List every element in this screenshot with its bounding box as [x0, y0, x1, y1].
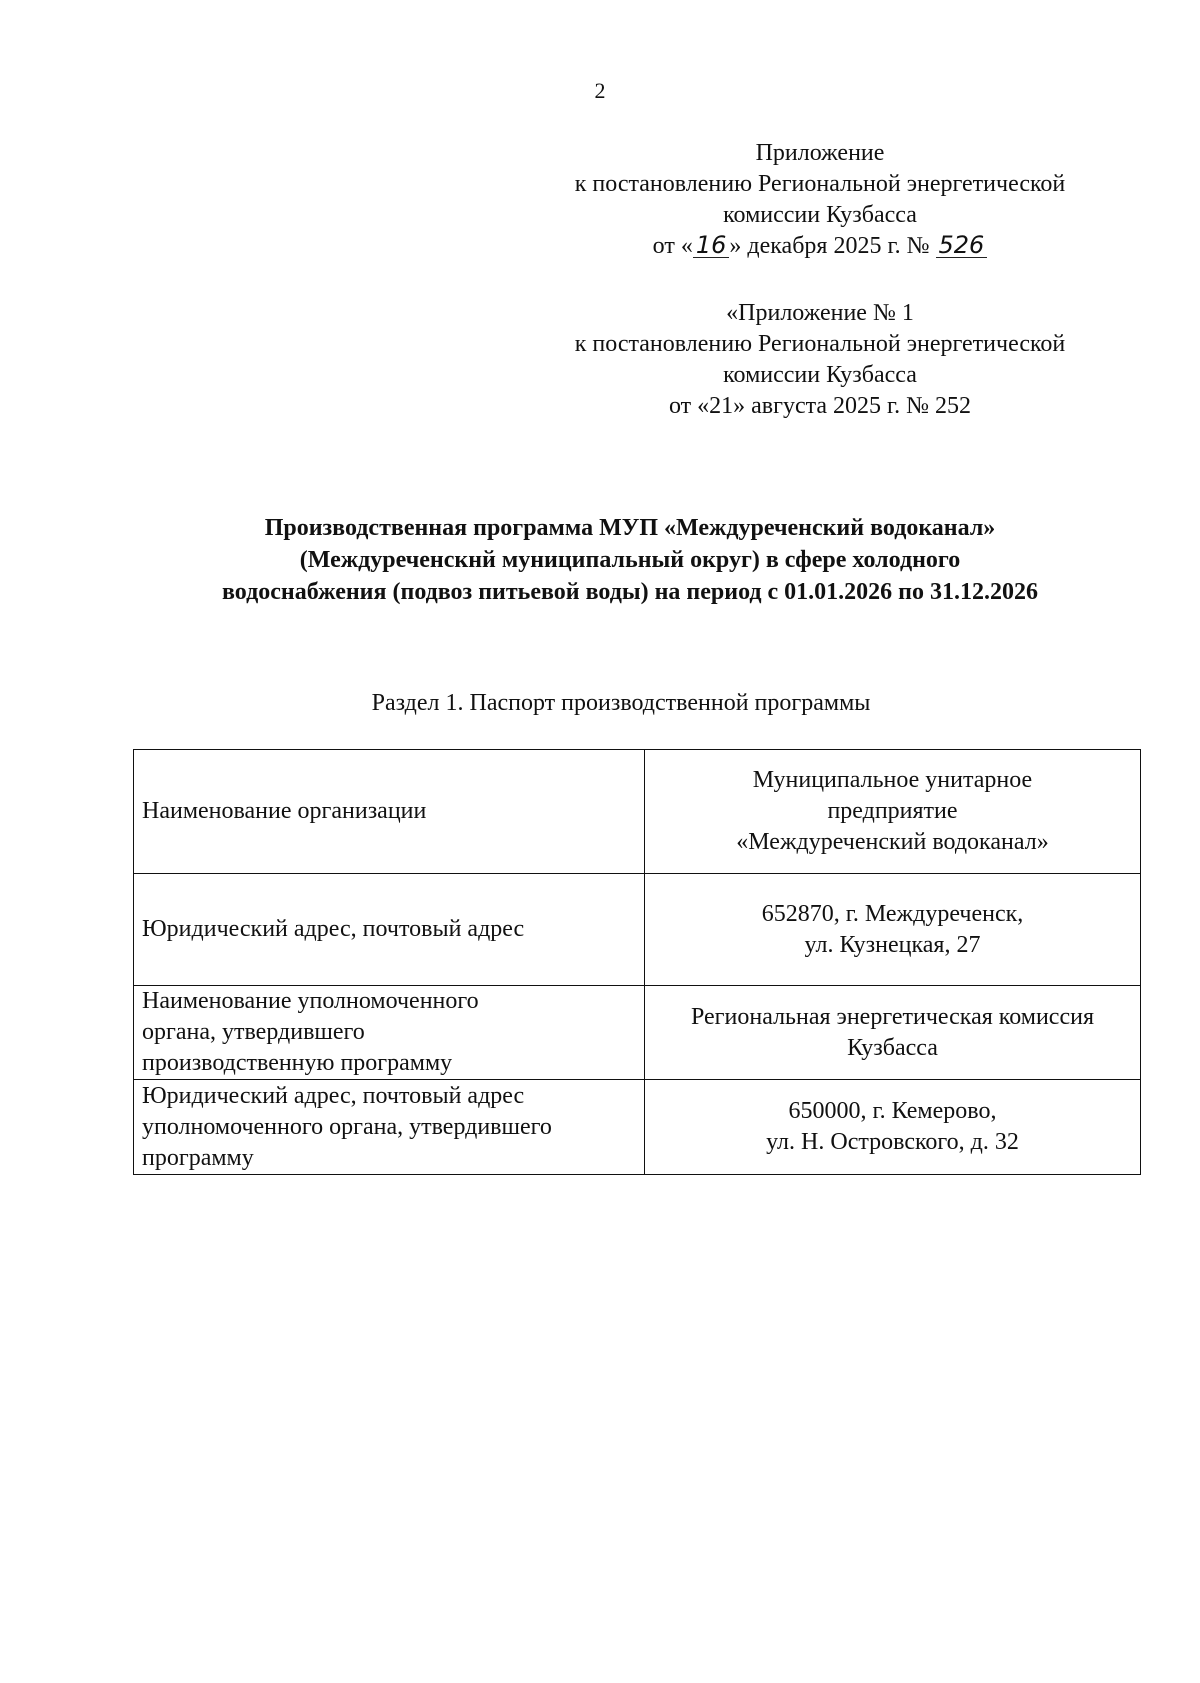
table-row [134, 874, 1141, 986]
original-appendix-title: «Приложение № 1 [726, 300, 914, 326]
appendix-date-line [520, 231, 1120, 262]
appendix-header [520, 138, 1120, 262]
value-cell [645, 874, 1141, 986]
cell-line: Кузбасса [847, 1034, 938, 1061]
cell-line: ул. Н. Островского, д. 32 [766, 1129, 1019, 1155]
cell-line: 652870, г. Междуреченск, [761, 900, 1024, 927]
table-row [134, 750, 1141, 874]
value-cell [645, 750, 1141, 874]
original-appendix-header [520, 298, 1120, 422]
handwritten-day: 16 [693, 233, 730, 258]
label-cell [134, 750, 645, 874]
cell-line: уполномоченного органа, утвердившего [142, 1113, 552, 1140]
cell-line: Муниципальное унитарное [752, 767, 1033, 793]
appendix-commission-line: комиссии Кузбасса [723, 202, 917, 228]
date-middle: » декабря 2025 г. № [729, 233, 930, 259]
cell-line: предприятие [827, 798, 958, 824]
label-cell [134, 874, 645, 986]
cell-line: производственную программу [142, 1050, 453, 1076]
table-row [134, 986, 1141, 1080]
label-cell [134, 986, 645, 1080]
table-row [134, 1080, 1141, 1175]
cell-line: органа, утвердившего [142, 1019, 365, 1045]
original-appendix-commission-line: комиссии Кузбасса [723, 362, 917, 388]
cell-line: 650000, г. Кемерово, [788, 1098, 997, 1124]
title-line-3: водоснабжения (подвоз питьевой воды) на период с 01.01.2026 по 31.12.2026 [221, 579, 1039, 605]
appendix-resolution-line: к постановлению Региональной энергетической [574, 171, 1066, 197]
page-number: 2 [594, 78, 606, 103]
cell-line: Наименование организации [142, 798, 427, 824]
value-cell [645, 1080, 1141, 1175]
date-prefix: от « [652, 233, 693, 259]
cell-line: Региональная энергетическая комиссия [690, 1003, 1094, 1030]
cell-line: Наименование уполномоченного [142, 988, 479, 1014]
title-line-2: (Междуреченскнй муниципальный округ) в сфере холодного [299, 547, 961, 573]
document-title [120, 512, 1140, 608]
cell-line: программу [142, 1144, 254, 1171]
value-cell [645, 986, 1141, 1080]
label-cell [134, 1080, 645, 1175]
original-appendix-date-line: от «21» августа 2025 г. № 252 [668, 393, 972, 419]
section-heading: Раздел 1. Паспорт производственной программы [371, 690, 871, 716]
original-appendix-resolution-line: к постановлению Региональной энергетической [574, 331, 1066, 357]
title-line-1: Производственная программа МУП «Междуреченский водоканал» [264, 515, 996, 541]
cell-line: Юридический адрес, почтовый адрес [142, 916, 525, 942]
cell-line: Юридический адрес, почтовый адрес [142, 1082, 525, 1109]
cell-line: ул. Кузнецкая, 27 [804, 931, 981, 958]
appendix-title: Приложение [755, 140, 885, 166]
passport-table [133, 749, 1141, 1175]
cell-line: «Междуреченский водоканал» [736, 829, 1049, 855]
handwritten-number: 526 [936, 233, 988, 258]
